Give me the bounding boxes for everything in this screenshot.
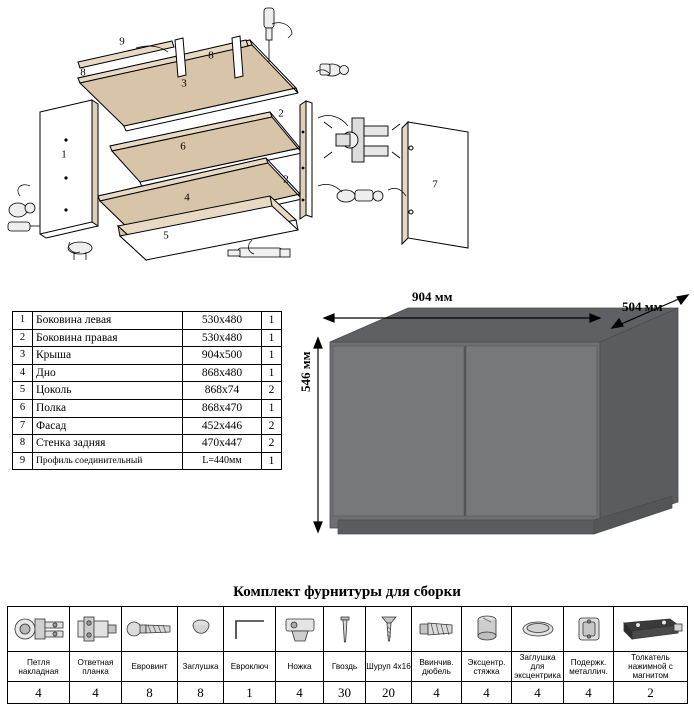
hardware-qty: 4 bbox=[276, 682, 324, 704]
part-dim: 904х500 bbox=[183, 347, 262, 365]
hardware-qty: 1 bbox=[224, 682, 276, 704]
hardware-name: Ножка bbox=[276, 652, 324, 682]
part-qty: 1 bbox=[262, 364, 282, 382]
part-dim: 452х446 bbox=[183, 417, 262, 435]
hardware-name: Толкатель нажимной с магнитом bbox=[614, 652, 688, 682]
part-qty: 1 bbox=[262, 312, 282, 330]
part-qty: 2 bbox=[262, 435, 282, 453]
part-qty: 1 bbox=[262, 399, 282, 417]
part-dim: 868х74 bbox=[183, 382, 262, 400]
euro-key-icon-cell bbox=[224, 607, 276, 652]
hardware-name: Заглушка для эксцентрика bbox=[512, 652, 564, 682]
screw-icon bbox=[369, 609, 409, 649]
cam-lock-icon bbox=[465, 609, 509, 649]
dowel-icon bbox=[414, 609, 460, 649]
table-row bbox=[13, 452, 282, 470]
height-dimension bbox=[314, 338, 322, 532]
cabinet-right-side bbox=[600, 308, 678, 528]
callout-2a: 2 bbox=[278, 107, 284, 120]
part-no: 1 bbox=[13, 312, 33, 330]
nail-icon bbox=[327, 609, 363, 649]
hardware-name: Петля накладная bbox=[8, 652, 70, 682]
part-dim: 530х480 bbox=[183, 312, 262, 330]
hardware-qty: 8 bbox=[178, 682, 224, 704]
part-name: Боковина левая bbox=[33, 312, 183, 330]
part-no: 2 bbox=[13, 329, 33, 347]
cap-icon bbox=[181, 609, 221, 649]
part-no: 9 bbox=[13, 452, 33, 470]
hardware-qty: 2 bbox=[614, 682, 688, 704]
table-row bbox=[13, 347, 282, 365]
cabinet-drawing bbox=[300, 280, 694, 580]
foot-icon-cell bbox=[276, 607, 324, 652]
hardware-counts-row bbox=[8, 682, 688, 704]
part-name: Стенка задняя bbox=[33, 435, 183, 453]
callout-6: 6 bbox=[180, 140, 186, 153]
exploded-view-diagram bbox=[0, 0, 694, 300]
table-row bbox=[13, 329, 282, 347]
part-name: Крыша bbox=[33, 347, 183, 365]
table-row bbox=[13, 364, 282, 382]
table-row bbox=[13, 312, 282, 330]
callout-4: 4 bbox=[184, 191, 190, 204]
callout-8b: 8 bbox=[208, 49, 214, 62]
hardware-name: Гвоздь bbox=[324, 652, 366, 682]
magnet-pusher-icon bbox=[616, 609, 686, 649]
callout-3: 3 bbox=[181, 77, 187, 90]
mounting-plate-icon-cell bbox=[70, 607, 122, 652]
cabinet-door-right bbox=[466, 346, 597, 516]
height-label: 546 мм bbox=[298, 351, 313, 392]
part-qty: 1 bbox=[262, 347, 282, 365]
callout-5: 5 bbox=[163, 229, 169, 242]
hardware-name: Подержк. металлич. bbox=[564, 652, 614, 682]
hardware-qty: 4 bbox=[412, 682, 462, 704]
callout-9: 9 bbox=[119, 35, 125, 48]
hardware-qty: 4 bbox=[462, 682, 512, 704]
part-dim: 868х470 bbox=[183, 399, 262, 417]
hardware-qty: 4 bbox=[70, 682, 122, 704]
part-name: Дно bbox=[33, 364, 183, 382]
hardware-qty: 20 bbox=[366, 682, 412, 704]
part-no: 3 bbox=[13, 347, 33, 365]
hardware-qty: 8 bbox=[122, 682, 178, 704]
callout-7: 7 bbox=[432, 178, 438, 191]
hardware-name: Ответная планка bbox=[70, 652, 122, 682]
hardware-qty: 30 bbox=[324, 682, 366, 704]
hardware-name: Ввинчив. дюбель bbox=[412, 652, 462, 682]
mounting-plate-icon bbox=[72, 609, 120, 649]
parts-table bbox=[12, 311, 282, 470]
table-row bbox=[13, 417, 282, 435]
hardware-kit-table bbox=[7, 606, 688, 704]
callout-1: 1 bbox=[61, 148, 67, 161]
cam-cap-icon-cell bbox=[512, 607, 564, 652]
part-dim: 470х447 bbox=[183, 435, 262, 453]
table-row bbox=[13, 435, 282, 453]
hinge-icon-cell bbox=[8, 607, 70, 652]
table-row bbox=[13, 399, 282, 417]
part-name: Фасад bbox=[33, 417, 183, 435]
magnet-holder-icon bbox=[567, 609, 611, 649]
part-no: 5 bbox=[13, 382, 33, 400]
cabinet-plinth bbox=[338, 520, 594, 534]
depth-label: 504 мм bbox=[622, 299, 663, 314]
hardware-qty: 4 bbox=[564, 682, 614, 704]
hardware-icons-row bbox=[8, 607, 688, 652]
hardware-name: Заглушка bbox=[178, 652, 224, 682]
part-no: 6 bbox=[13, 399, 33, 417]
part-name: Боковина правая bbox=[33, 329, 183, 347]
hardware-qty: 4 bbox=[8, 682, 70, 704]
cap-icon-cell bbox=[178, 607, 224, 652]
screw-icon-cell bbox=[366, 607, 412, 652]
part-name: Профиль соединительный bbox=[33, 452, 183, 470]
cam-cap-icon bbox=[514, 609, 562, 649]
part-name: Полка bbox=[33, 399, 183, 417]
part-qty: 2 bbox=[262, 382, 282, 400]
hardware-qty: 4 bbox=[512, 682, 564, 704]
euro-screw-icon-cell bbox=[122, 607, 178, 652]
magnet-pusher-icon-cell bbox=[614, 607, 688, 652]
width-label: 904 мм bbox=[412, 289, 453, 304]
hardware-name: Евровинт bbox=[122, 652, 178, 682]
callout-8a: 8 bbox=[80, 66, 86, 79]
hinge-icon bbox=[11, 609, 67, 649]
part-name: Цоколь bbox=[33, 382, 183, 400]
part-qty: 2 bbox=[262, 417, 282, 435]
foot-icon bbox=[278, 609, 322, 649]
hardware-kit-title: Комплект фурнитуры для сборки bbox=[233, 584, 461, 600]
dowel-icon-cell bbox=[412, 607, 462, 652]
part-dim: 868х480 bbox=[183, 364, 262, 382]
part-no: 4 bbox=[13, 364, 33, 382]
cabinet-door-left bbox=[333, 346, 464, 516]
part-no: 8 bbox=[13, 435, 33, 453]
part-no: 7 bbox=[13, 417, 33, 435]
cam-lock-icon-cell bbox=[462, 607, 512, 652]
hardware-name: Шуруп 4х16 bbox=[366, 652, 412, 682]
hardware-name: Эксцентр. стяжка bbox=[462, 652, 512, 682]
part-qty: 1 bbox=[262, 329, 282, 347]
hardware-names-row bbox=[8, 652, 688, 682]
part-qty: 1 bbox=[262, 452, 282, 470]
euro-key-icon bbox=[226, 609, 274, 649]
assembled-cabinet-view bbox=[300, 280, 694, 580]
table-row bbox=[13, 382, 282, 400]
magnet-holder-icon-cell bbox=[564, 607, 614, 652]
part-dim: L=440мм bbox=[183, 452, 262, 470]
hardware-name: Евроключ bbox=[224, 652, 276, 682]
euro-screw-icon bbox=[124, 609, 176, 649]
nail-icon-cell bbox=[324, 607, 366, 652]
part-dim: 530х480 bbox=[183, 329, 262, 347]
callout-2b: 2 bbox=[283, 173, 289, 186]
